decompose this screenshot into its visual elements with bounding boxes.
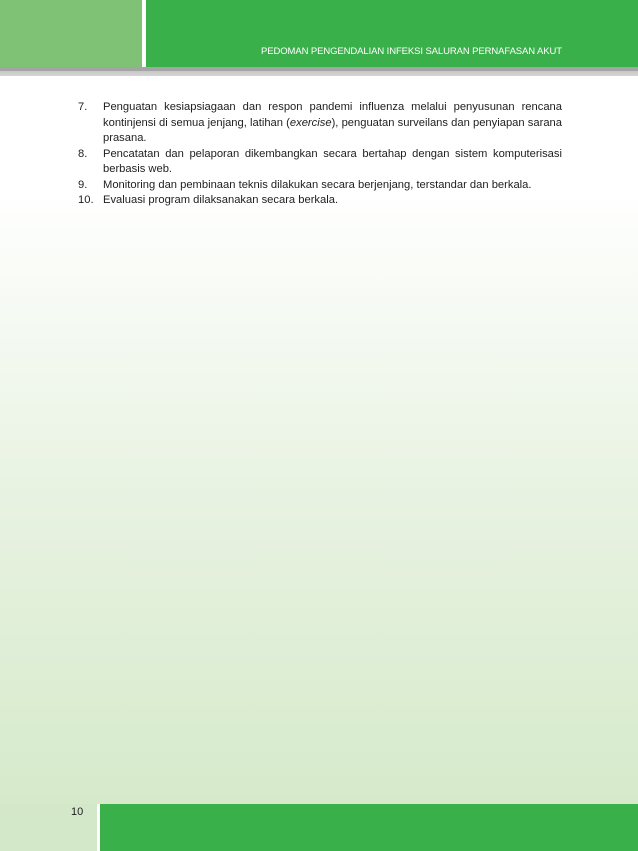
page-number: 10 bbox=[71, 806, 84, 818]
list-item-text: Monitoring dan pembinaan teknis dilakukan secara berjenjang, terstandar dan berkala. bbox=[103, 178, 532, 191]
header-accent-block bbox=[0, 0, 142, 67]
list-item bbox=[78, 147, 562, 178]
list-item-text bbox=[103, 100, 562, 147]
list-item-text: Evaluasi program dilaksanakan secara berkala. bbox=[103, 194, 339, 206]
header-divider bbox=[142, 0, 146, 67]
list-item bbox=[78, 100, 562, 147]
list-item-number: 9. bbox=[78, 178, 88, 191]
footer-divider bbox=[97, 804, 100, 851]
list-item bbox=[78, 193, 562, 209]
running-header-title: PEDOMAN PENGENDALIAN INFEKSI SALURAN PERNAFASAN AKUT bbox=[261, 46, 562, 57]
numbered-list bbox=[78, 100, 562, 209]
list-item-text: Pencatatan dan pelaporan dikembangkan secara bertahap dengan sistem komputerisasi berbasis web. bbox=[103, 147, 562, 175]
list-item-text-italic: exercise bbox=[289, 116, 332, 129]
list-item-text-part: Penguatan kesiapsiagaan dan respon pandemi influenza melalui penyusunan rencana kontinjensi di semua jenjang, latihan ( bbox=[103, 101, 562, 129]
header-rule bbox=[0, 67, 638, 76]
list-item-number: 7. bbox=[78, 101, 88, 113]
list-item bbox=[78, 178, 562, 194]
list-item-number: 10. bbox=[78, 194, 94, 206]
list-item-text-part: ), penguatan surveilans dan penyiapan sarana prasana. bbox=[103, 116, 562, 144]
list-item-number: 8. bbox=[78, 147, 88, 160]
